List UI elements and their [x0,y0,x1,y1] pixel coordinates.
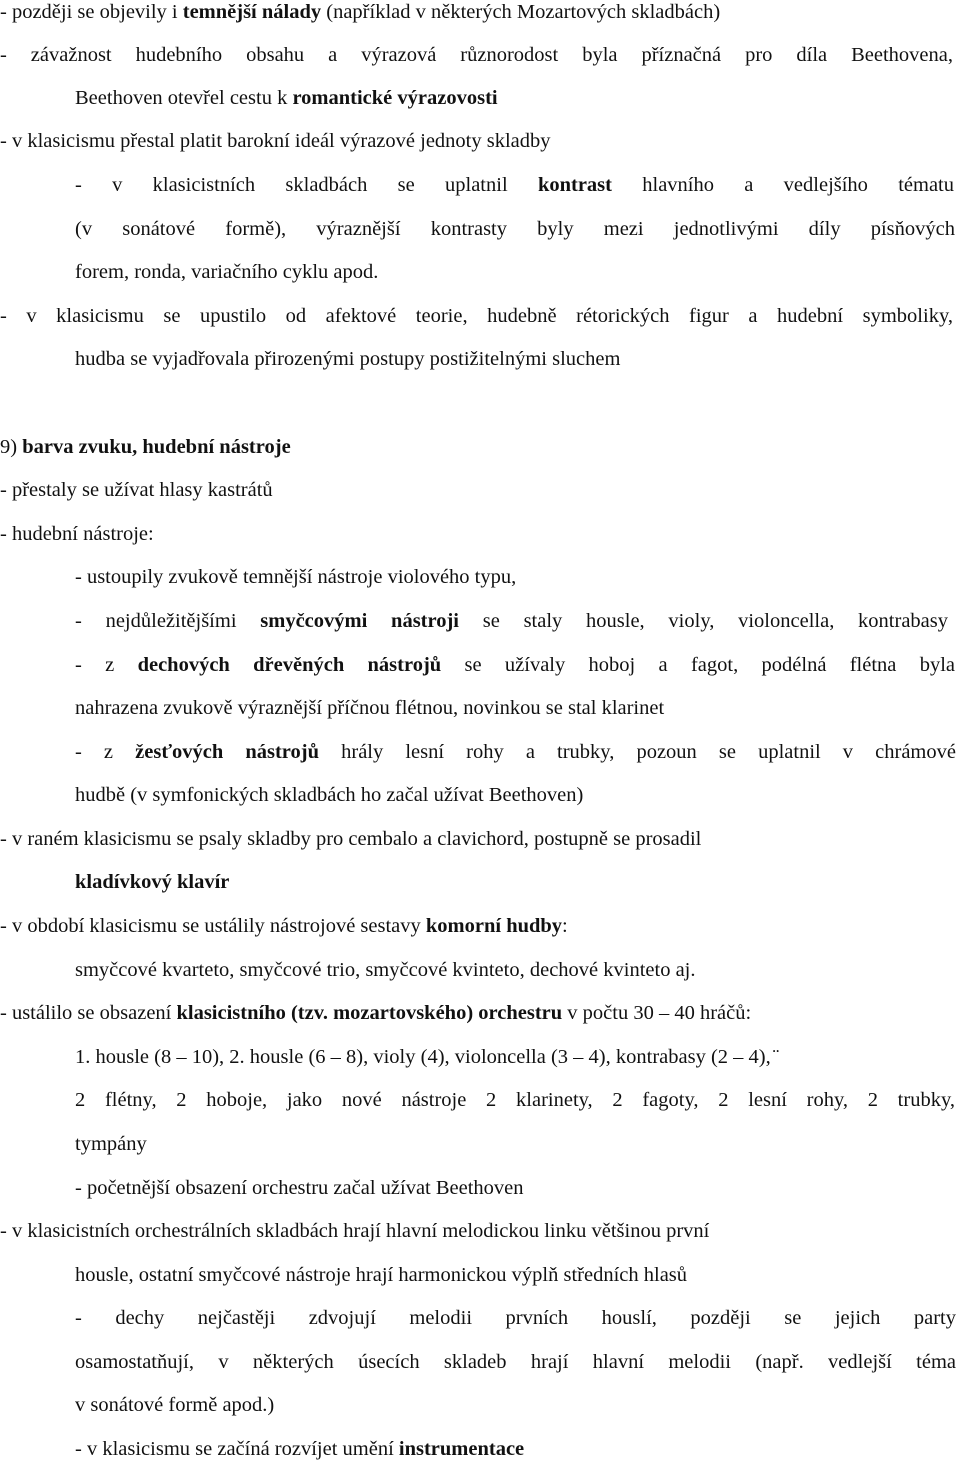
text-segment: se užívaly hoboj a fagot, podélná flétna byla [441,654,956,676]
text-segment: - v klasicistních orchestrálních skladbách hrají hlavní melodickou linku většinou první [0,1220,710,1242]
text-segment: forem, ronda, variačního cyklu apod. [75,261,379,283]
bold-text: temnější nálady [182,1,322,23]
text-segment: (například v některých Mozartových skladbách) [321,1,721,23]
text-line [0,519,960,549]
text-segment: - závažnost hudebního obsahu a výrazová různorodost byla příznačná pro díla Beethovena, [0,44,953,66]
text-line [0,1216,960,1246]
text-segment: - přestaly se užívat hlasy kastrátů [0,479,273,501]
text-line [75,1347,956,1377]
text-line [0,998,960,1028]
text-segment: - v klasicismu přestal platit barokní ideál výrazové jednoty skladby [0,130,551,152]
text-segment: 2 flétny, 2 hoboje, jako nové nástroje 2 klarinety, 2 fagoty, 2 lesní rohy, 2 trubky, [75,1089,955,1111]
text-line [75,214,955,244]
text-segment: v počtu 30 – 40 hráčů: [562,1002,752,1024]
text-segment: hlavního a vedlejšího tématu [611,174,955,196]
text-segment: tympány [75,1133,147,1155]
text-line [75,1129,960,1159]
text-line [75,650,955,680]
text-line [75,83,960,113]
text-segment: - ustoupily zvukově temnější nástroje violového typu, [75,566,517,588]
section-heading [0,432,960,462]
text-segment: osamostatňují, v některých úsecích skladeb hrají hlavní melodii (např. vedlejší téma [75,1351,956,1373]
text-line [75,1260,960,1290]
text-segment: 1. housle (8 – 10), 2. housle (6 – 8), violy (4), violoncella (3 – 4), kontrabasy (2 – 4), ̈ [75,1046,776,1068]
text-line [75,737,956,767]
text-segment: - ustálilo se obsazení [0,1002,177,1024]
text-segment: - početnější obsazení orchestru začal užívat Beethoven [75,1177,524,1199]
text-segment: - v raném klasicismu se psaly skladby pro cembalo a clavichord, postupně se prosadil [0,828,702,850]
text-segment: smyčcové kvarteto, smyčcové trio, smyčcové kvinteto, dechové kvinteto aj. [75,959,696,981]
text-line [75,955,960,985]
text-segment: Beethoven otevřel cestu k [75,87,293,109]
text-line [0,301,953,331]
bold-text: komorní hudby [425,915,563,937]
text-line [75,606,948,636]
text-line [0,40,953,70]
text-segment: : [562,915,568,937]
bold-text: barva zvuku, hudební nástroje [22,436,291,458]
text-segment: (v sonátové formě), výraznější kontrasty byly mezi jednotlivými díly písňových [75,218,955,240]
bold-text: žesťových nástrojů [135,741,320,763]
text-segment: se staly housle, violy, violoncella, kontrabasy [459,610,949,632]
text-line [75,562,960,592]
text-segment: - z [75,741,136,763]
text-segment: - v klasicismu se začíná rozvíjet umění [75,1438,399,1460]
text-line [75,1390,960,1420]
text-segment: nahrazena zvukově výraznější příčnou flétnou, novinkou se stal klarinet [75,697,665,719]
text-segment: - hudební nástroje: [0,523,154,545]
bold-text: klasicistního (tzv. mozartovského) orchestru [176,1002,563,1024]
text-segment: hudbě (v symfonických skladbách ho začal užívat Beethoven) [75,784,584,806]
text-line [0,0,960,27]
text-segment: hudba se vyjadřovala přirozenými postupy postižitelnými sluchem [75,348,621,370]
bold-text: instrumentace [398,1438,525,1460]
bold-text: smyčcovými nástroji [260,610,459,632]
text-line [0,475,960,505]
text-line [75,344,960,374]
bold-text: kontrast [537,174,612,196]
text-line [0,824,960,854]
text-line [0,126,960,156]
text-segment: v sonátové formě apod.) [75,1394,275,1416]
bold-text: dechových dřevěných nástrojů [137,654,442,676]
text-line [75,257,960,287]
text-segment: - v období klasicismu se ustálily nástrojové sestavy [0,915,426,937]
text-line [75,170,954,200]
text-line [75,780,960,810]
text-segment: - nejdůležitějšími [75,610,261,632]
text-line [75,1434,960,1464]
text-line [75,1085,955,1115]
text-segment: - z [75,654,138,676]
text-line [75,1173,960,1203]
text-segment: - v klasicismu se upustilo od afektové teorie, hudebně rétorických figur a hudební symboliky, [0,305,953,327]
text-line [0,911,960,941]
text-segment: - dechy nejčastěji zdvojují melodii prvních houslí, později se jejich party [75,1307,956,1329]
text-line [75,1303,956,1333]
text-line [75,1042,960,1072]
bold-text: kladívkový klavír [75,871,230,893]
text-segment: - v klasicistních skladbách se uplatnil [75,174,538,196]
bold-text: romantické výrazovosti [292,87,498,109]
text-line [75,693,960,723]
text-segment: hrály lesní rohy a trubky, pozoun se uplatnil v chrámové [319,741,956,763]
text-segment: 9) [0,436,23,458]
text-segment: housle, ostatní smyčcové nástroje hrají harmonickou výplň středních hlasů [75,1264,688,1286]
text-segment: - později se objevily i [0,1,183,23]
text-line [75,867,960,897]
